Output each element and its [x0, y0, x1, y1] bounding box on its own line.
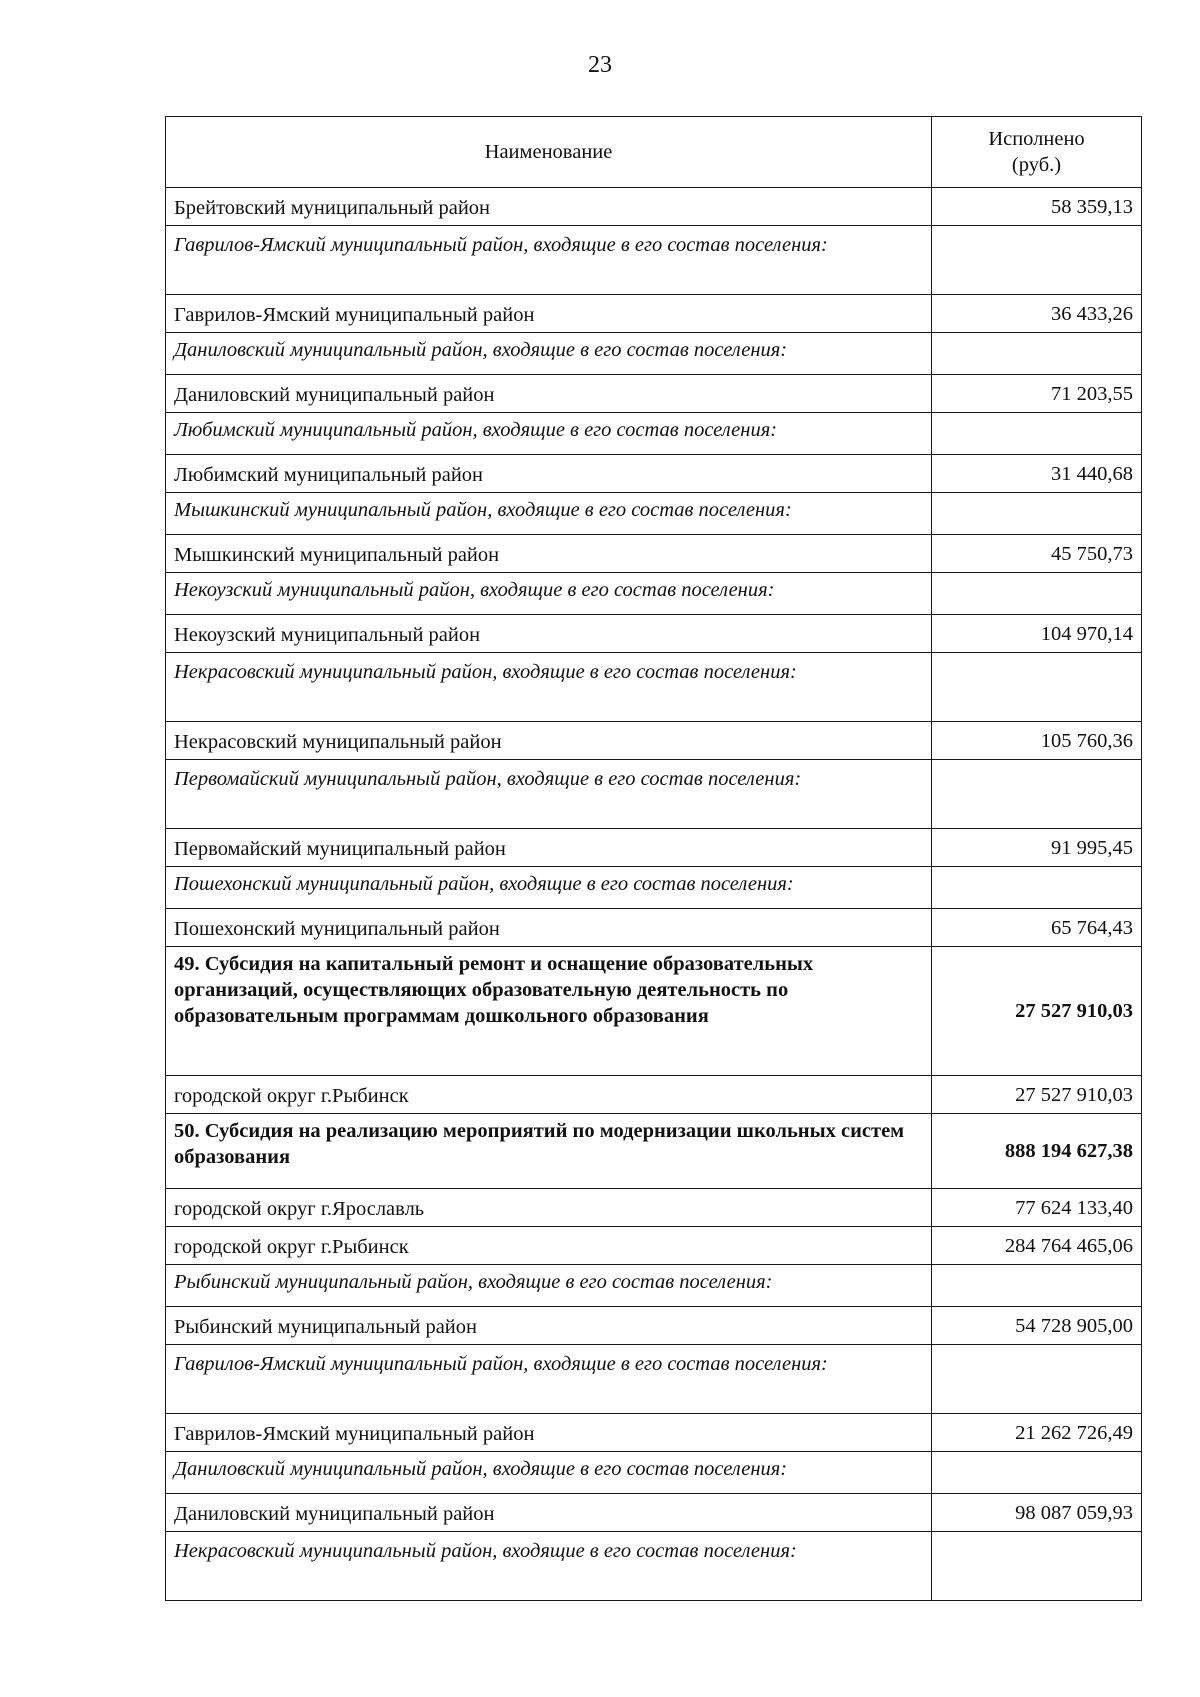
group-row	[166, 867, 1142, 909]
row-name: Некрасовский муниципальный район	[166, 722, 932, 760]
table-row	[166, 295, 1142, 333]
row-name: Некрасовский муниципальный район, входящие в его состав поселения:	[166, 1532, 932, 1601]
row-value	[932, 573, 1142, 615]
row-value: 27 527 910,03	[932, 947, 1142, 1076]
row-value	[932, 413, 1142, 455]
row-value	[932, 653, 1142, 722]
page-number: 23	[588, 52, 612, 78]
row-name: городской округ г.Рыбинск	[166, 1227, 932, 1265]
row-value: 27 527 910,03	[932, 1076, 1142, 1114]
row-value: 91 995,45	[932, 829, 1142, 867]
table-row	[166, 1227, 1142, 1265]
row-name: Гаврилов-Ямский муниципальный район	[166, 295, 932, 333]
budget-table	[165, 116, 1142, 1601]
header-name: Наименование	[166, 117, 932, 188]
table-row	[166, 1189, 1142, 1227]
table-row	[166, 1414, 1142, 1452]
row-value	[932, 226, 1142, 295]
header-value-line2: (руб.)	[1011, 154, 1062, 176]
table-body	[166, 188, 1142, 1601]
group-row	[166, 1265, 1142, 1307]
row-name: Некрасовский муниципальный район, входящие в его состав поселения:	[166, 653, 932, 722]
group-row	[166, 1345, 1142, 1414]
group-row	[166, 413, 1142, 455]
table-row	[166, 375, 1142, 413]
row-value	[932, 1345, 1142, 1414]
row-name: Даниловский муниципальный район, входящие в его состав поселения:	[166, 333, 932, 375]
row-value	[932, 1532, 1142, 1601]
row-name: Даниловский муниципальный район, входящие в его состав поселения:	[166, 1452, 932, 1494]
row-name: Любимский муниципальный район, входящие в его состав поселения:	[166, 413, 932, 455]
table-row	[166, 188, 1142, 226]
row-name: 50. Субсидия на реализацию мероприятий по модернизации школьных систем образования	[166, 1114, 932, 1189]
table-row	[166, 535, 1142, 573]
header-value-line1: Исполнено	[988, 128, 1085, 150]
row-name: Брейтовский муниципальный район	[166, 188, 932, 226]
table-row	[166, 1494, 1142, 1532]
row-value: 98 087 059,93	[932, 1494, 1142, 1532]
row-value: 21 262 726,49	[932, 1414, 1142, 1452]
row-name: Гаврилов-Ямский муниципальный район, входящие в его состав поселения:	[166, 226, 932, 295]
row-name: Даниловский муниципальный район	[166, 375, 932, 413]
group-row	[166, 1532, 1142, 1601]
row-name: Рыбинский муниципальный район	[166, 1307, 932, 1345]
row-name: Гаврилов-Ямский муниципальный район	[166, 1414, 932, 1452]
table-row	[166, 615, 1142, 653]
row-name: Мышкинский муниципальный район	[166, 535, 932, 573]
group-row	[166, 1452, 1142, 1494]
row-name: городской округ г.Ярославль	[166, 1189, 932, 1227]
row-name: Некоузский муниципальный район	[166, 615, 932, 653]
row-value: 36 433,26	[932, 295, 1142, 333]
group-row	[166, 653, 1142, 722]
row-value	[932, 333, 1142, 375]
row-name: Рыбинский муниципальный район, входящие в его состав поселения:	[166, 1265, 932, 1307]
row-value	[932, 1452, 1142, 1494]
row-value: 104 970,14	[932, 615, 1142, 653]
section-row	[166, 947, 1142, 1076]
row-value	[932, 493, 1142, 535]
group-row	[166, 333, 1142, 375]
table-row	[166, 1076, 1142, 1114]
row-value: 284 764 465,06	[932, 1227, 1142, 1265]
row-name: Пошехонский муниципальный район	[166, 909, 932, 947]
table-header-row	[166, 117, 1142, 188]
group-row	[166, 573, 1142, 615]
table-row	[166, 722, 1142, 760]
row-value: 31 440,68	[932, 455, 1142, 493]
table-row	[166, 829, 1142, 867]
row-name: Первомайский муниципальный район, входящие в его состав поселения:	[166, 760, 932, 829]
table-row	[166, 909, 1142, 947]
group-row	[166, 493, 1142, 535]
row-value	[932, 867, 1142, 909]
table-row	[166, 1307, 1142, 1345]
row-name: Любимский муниципальный район	[166, 455, 932, 493]
row-name: Мышкинский муниципальный район, входящие в его состав поселения:	[166, 493, 932, 535]
row-value	[932, 760, 1142, 829]
row-value: 71 203,55	[932, 375, 1142, 413]
row-name: городской округ г.Рыбинск	[166, 1076, 932, 1114]
row-value: 888 194 627,38	[932, 1114, 1142, 1189]
row-value: 45 750,73	[932, 535, 1142, 573]
group-row	[166, 226, 1142, 295]
row-name: Пошехонский муниципальный район, входящие в его состав поселения:	[166, 867, 932, 909]
section-row	[166, 1114, 1142, 1189]
header-value	[932, 117, 1142, 188]
row-value: 77 624 133,40	[932, 1189, 1142, 1227]
row-value	[932, 1265, 1142, 1307]
row-value: 105 760,36	[932, 722, 1142, 760]
row-value: 54 728 905,00	[932, 1307, 1142, 1345]
row-name: Некоузский муниципальный район, входящие в его состав поселения:	[166, 573, 932, 615]
group-row	[166, 760, 1142, 829]
row-value: 58 359,13	[932, 188, 1142, 226]
table-row	[166, 455, 1142, 493]
row-name: Первомайский муниципальный район	[166, 829, 932, 867]
row-name: Гаврилов-Ямский муниципальный район, входящие в его состав поселения:	[166, 1345, 932, 1414]
row-name: 49. Субсидия на капитальный ремонт и оснащение образовательных организаций, осуществляющих образовательную деятельность по образовательным программам дошкольного образования	[166, 947, 932, 1076]
row-value: 65 764,43	[932, 909, 1142, 947]
row-name: Даниловский муниципальный район	[166, 1494, 932, 1532]
